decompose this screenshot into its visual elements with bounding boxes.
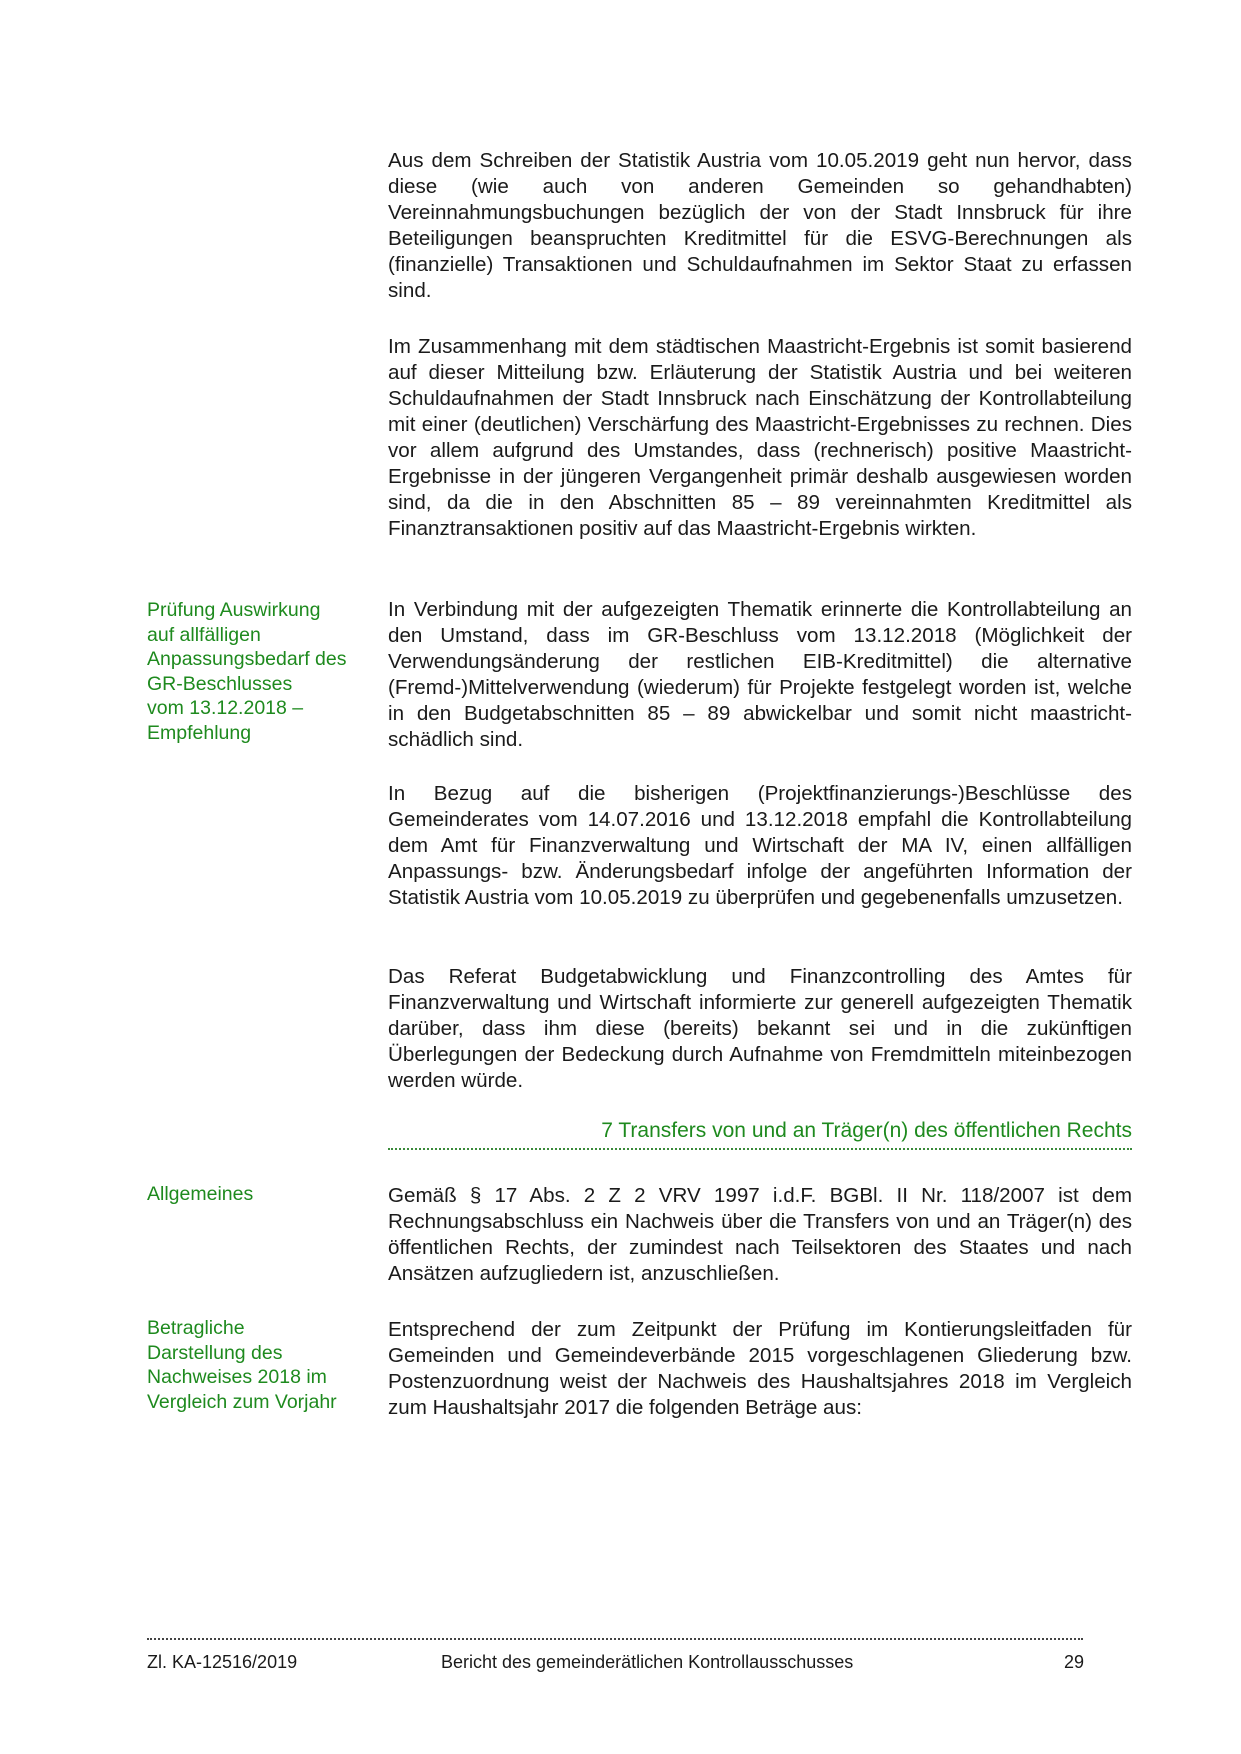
- margin-note-pruefung-auswirkung: [147, 598, 369, 745]
- paragraph-statistik-schreiben: Aus dem Schreiben der Statistik Austria vom 10.05.2019 geht nun hervor, dass diese (wie auch von anderen Gemeinden so gehandhabten) Vereinnahmungsbuchungen bezüglich der von der Stadt Innsbruck für ihre Beteiligungen beanspruchten Kreditmittel für die ESVG-Berechnungen als (finanzielle) Transaktionen und Schuldaufnahmen im Sektor Staat zu erfassen sind.: [388, 149, 1132, 302]
- margin-note-betragliche-darstellung: [147, 1316, 369, 1414]
- footer-divider: [147, 1638, 1083, 1640]
- margin-note-line: Betragliche: [147, 1317, 245, 1339]
- paragraph-maastricht-ergebnis: Im Zusammenhang mit dem städtischen Maastricht-Ergebnis ist somit basierend auf dieser Mitteilung bzw. Erläuterung der Statistik Austria und bei weiteren Schuldaufnahmen der Stadt Innsbruck nach Einschätzung der Kontrollabteilung mit einer (deutlichen) Verschärfung des Maastricht-Ergebnisses zu rechnen. Dies vor allem aufgrund des Umstandes, dass (rechnerisch) positive Maastricht-Ergebnisse in der jüngeren Vergangenheit primär deshalb ausgewiesen worden sind, da die in den Abschnitten 85 – 89 vereinnahmten Kreditmittel als Finanztransaktionen positiv auf das Maastricht-Ergebnis wirkten.: [388, 335, 1132, 540]
- margin-note-line: Allgemeines: [147, 1183, 254, 1205]
- margin-note-line: Vergleich zum Vorjahr: [147, 1390, 337, 1413]
- margin-note-line: Darstellung des: [147, 1341, 283, 1364]
- page-number: 29: [1063, 1652, 1084, 1672]
- margin-note-line: GR-Beschlusses: [147, 672, 293, 695]
- footer-report-title: Bericht des gemeinderätlichen Kontrollausschusses: [441, 1652, 854, 1672]
- section-heading: 7 Transfers von und an Träger(n) des öffentlichen Rechts: [601, 1119, 1132, 1142]
- paragraph-betragliche-darstellung: Entsprechend der zum Zeitpunkt der Prüfung im Kontierungsleitfaden für Gemeinden und Gemeindeverbände 2015 vorgeschlagenen Gliederung bzw. Postenzuordnung weist der Nachweis des Haushaltsjahres 2018 im Vergleich zum Haushaltsjahr 2017 die folgenden Beträge aus:: [388, 1318, 1132, 1419]
- paragraph-empfehlung: In Bezug auf die bisherigen (Projektfinanzierungs-)Beschlüsse des Gemeinderates vom 14.07.2016 und 13.12.2018 empfahl die Kontrollabteilung dem Amt für Finanzverwaltung und Wirtschaft der MA IV, einen allfälligen Anpassungs- bzw. Änderungsbedarf infolge der angeführten Information der Statistik Austria vom 10.05.2019 zu überprüfen und gegebenenfalls umzusetzen.: [388, 782, 1132, 909]
- section-heading-divider: [388, 1148, 1132, 1150]
- margin-note-line: Prüfung Auswirkung: [147, 599, 321, 621]
- footer-reference: Zl. KA-12516/2019: [147, 1652, 298, 1672]
- margin-note-allgemeines: [147, 1182, 369, 1207]
- margin-note-line: Nachweises 2018 im: [147, 1366, 327, 1388]
- paragraph-allgemeines: Gemäß § 17 Abs. 2 Z 2 VRV 1997 i.d.F. BGBl. II Nr. 118/2007 ist dem Rechnungsabschluss ein Nachweis über die Transfers von und an Träger(n) des öffentlichen Rechts, der zumindest nach Teilsektoren des Staates und nach Ansätzen aufzugliedern ist, anzuschließen.: [388, 1184, 1132, 1285]
- margin-note-line: auf allfälligen: [147, 623, 261, 646]
- margin-note-line: Empfehlung: [147, 721, 252, 744]
- paragraph-gr-beschluss: In Verbindung mit der aufgezeigten Thematik erinnerte die Kontrollabteilung an den Umstand, dass im GR-Beschluss vom 13.12.2018 (Möglichkeit der Verwendungsänderung der restlichen EIB-Kreditmittel) die alternative (Fremd-)Mittelverwendung (wiederum) für Projekte festgelegt worden ist, welche in den Budgetabschnitten 85 – 89 abwickelbar und somit nicht maastricht-schädlich sind.: [388, 598, 1132, 751]
- paragraph-referat-stellungnahme: Das Referat Budgetabwicklung und Finanzcontrolling des Amtes für Finanzverwaltung und Wirtschaft informierte zur generell aufgezeigten Thematik darüber, dass ihm diese (bereits) bekannt sei und in die zukünftigen Überlegungen der Bedeckung durch Aufnahme von Fremdmitteln miteinbezogen werden würde.: [388, 965, 1132, 1092]
- margin-note-line: vom 13.12.2018 –: [147, 697, 304, 719]
- margin-note-line: Anpassungsbedarf des: [147, 648, 347, 670]
